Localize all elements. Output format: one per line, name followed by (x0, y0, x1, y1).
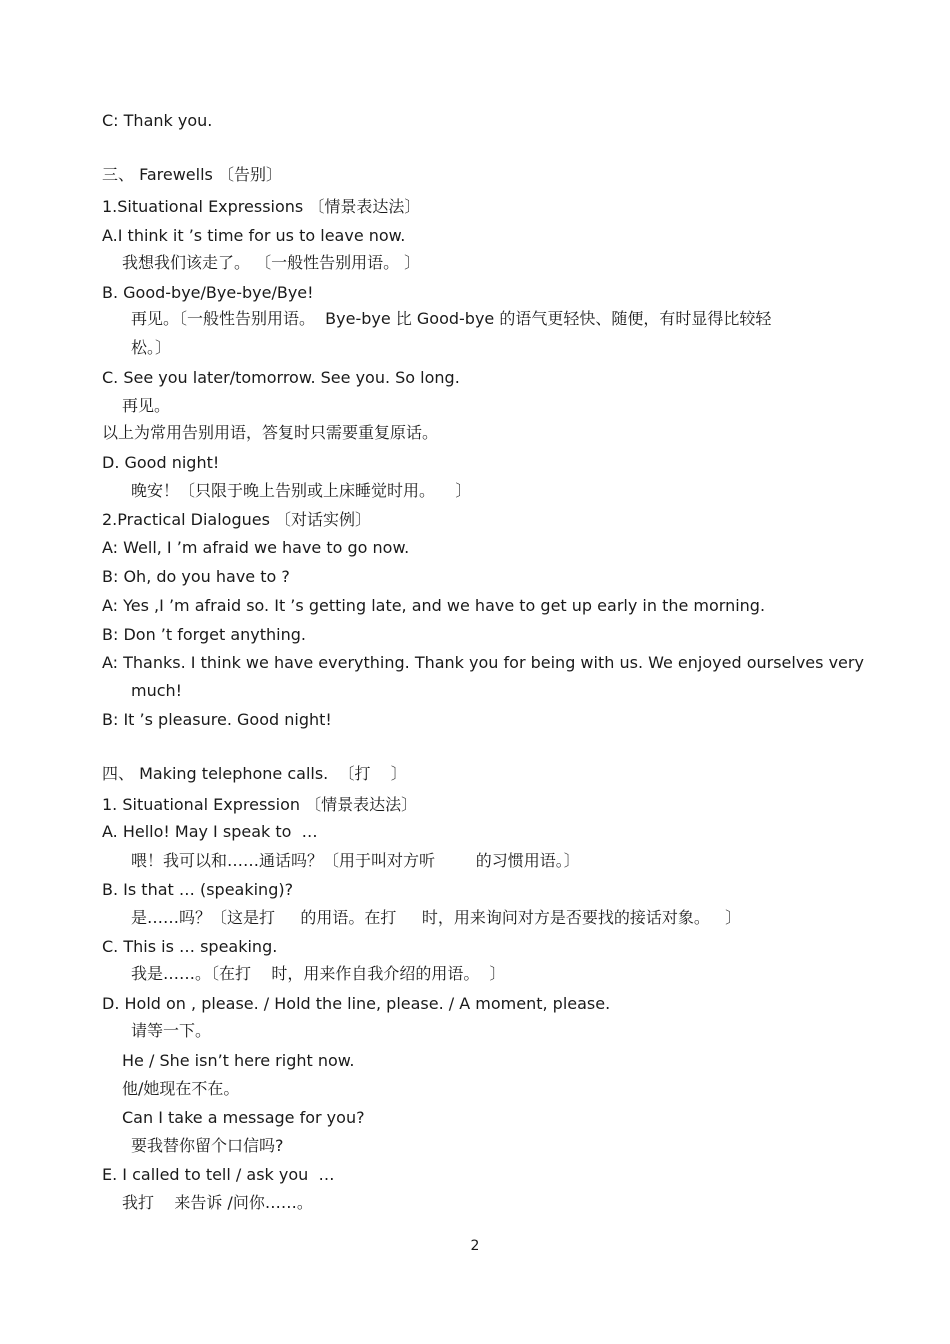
text-line: C: Thank you. (102, 111, 213, 130)
dialogue-line: A: Thanks. I think we have everything. Thank you for being with us. We enjoyed ourselves very (102, 653, 864, 672)
text-line: B. Is that … (speaking)? (102, 880, 294, 899)
text-line: C. This is … speaking. (102, 937, 278, 956)
text-line: A. Hello! May I speak to … (102, 822, 318, 841)
text-line: Can I take a message for you? (122, 1108, 365, 1127)
dialogue-line: B: It ’s pleasure. Good night! (102, 710, 332, 729)
text-line: E. I called to tell / ask you … (102, 1165, 335, 1184)
dialogue-line: A: Well, I ’m afraid we have to go now. (102, 538, 410, 557)
page-number: 2 (470, 1238, 480, 1254)
translation-line: 请等一下。 (131, 1021, 212, 1040)
translation-line: 再见。 (122, 396, 171, 415)
text-line: D. Hold on , please. / Hold the line, please. / A moment, please. (102, 994, 611, 1013)
text-line: C. See you later/tomorrow. See you. So long. (102, 368, 460, 387)
subheading: 1.Situational Expressions 〔情景表达法〕 (102, 197, 421, 216)
translation-line: 我打 来告诉 /问你……。 (122, 1193, 313, 1212)
text-line: B. Good-bye/Bye-bye/Bye! (102, 283, 314, 302)
section-heading-farewells: 三、 Farewells 〔告别〕 (102, 165, 282, 184)
subheading: 1. Situational Expression 〔情景表达法〕 (102, 795, 418, 814)
dialogue-line: much! (131, 681, 183, 700)
text-line: A.I think it ’s time for us to leave now. (102, 226, 406, 245)
section-heading-telephone: 四、 Making telephone calls. 〔打 〕 (102, 764, 407, 783)
dialogue-line: B: Don ’t forget anything. (102, 625, 306, 644)
dialogue-line: B: Oh, do you have to ? (102, 567, 290, 586)
text-line: He / She isn’t here right now. (122, 1051, 355, 1070)
subheading: 2.Practical Dialogues 〔对话实例〕 (102, 510, 372, 529)
translation-line: 是……吗？〔这是打 的用语。在打 时，用来询问对方是否要找的接话对象。 〕 (131, 908, 742, 927)
translation-line: 我是……。〔在打 时，用来作自我介绍的用语。 〕 (131, 964, 506, 983)
dialogue-line: A: Yes ,I ’m afraid so. It ’s getting late, and we have to get up early in the morning. (102, 596, 766, 615)
translation-line: 松。〕 (131, 338, 172, 357)
translation-line: 喂！我可以和……通话吗？〔用于叫对方听 的习惯用语。〕 (131, 851, 580, 870)
text-line: 以上为常用告别用语，答复时只需要重复原话。 (102, 423, 439, 442)
translation-line: 再见。〔一般性告别用语。 Bye-bye 比 Good-bye 的语气更轻快、随便，有时显得比较轻 (131, 309, 772, 328)
text-line: D. Good night! (102, 453, 220, 472)
translation-line: 他/她现在不在。 (122, 1079, 240, 1098)
translation-line: 晚安！〔只限于晚上告别或上床睡觉时用。 〕 (131, 481, 472, 500)
translation-line: 要我替你留个口信吗? (131, 1136, 284, 1155)
translation-line: 我想我们该走了。 〔一般性告别用语。 〕 (122, 253, 421, 272)
